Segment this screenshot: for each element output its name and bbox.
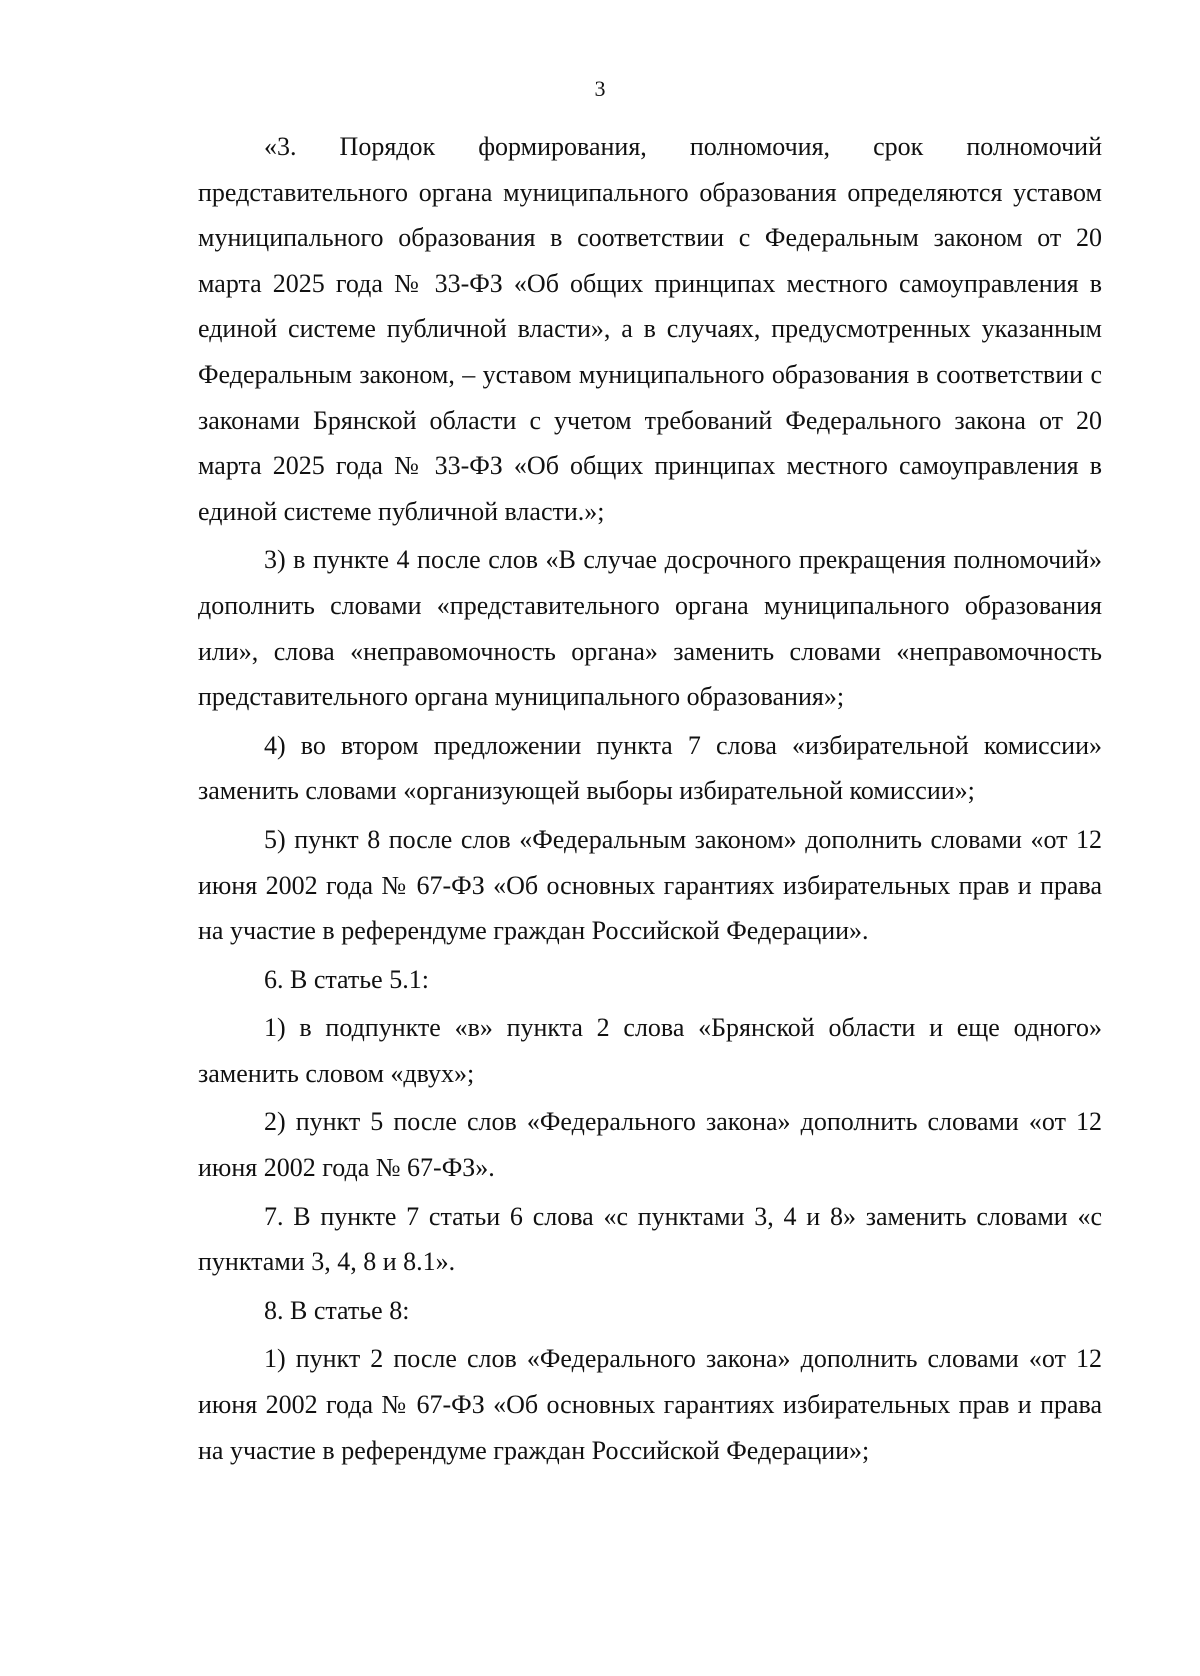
paragraph-section-8-item-1: 1) пункт 2 после слов «Федерального закона» дополнить словами «от 12 июня 2002 года № 67-ФЗ «Об основных гарантиях избирательных прав и права на участие в референдуме граждан Российской Федерации»;: [198, 1344, 1102, 1465]
paragraph-item-5: 5) пункт 8 после слов «Федеральным законом» дополнить словами «от 12 июня 2002 года № 67-ФЗ «Об основных гарантиях избирательных прав и права на участие в референдуме граждан Российской Федерации».: [198, 824, 1102, 946]
paragraph-item-3: 3) в пункте 4 после слов «В случае досрочного прекращения полномочий» дополнить словами «представительного органа муниципального образования или», слова «неправомочность органа» заменить словами «неправомочность представительного органа муниципального образования»;: [198, 545, 1102, 712]
paragraph-section-6: 6. В статье 5.1:: [264, 964, 429, 994]
page-number: 3: [594, 76, 606, 101]
paragraph-item-4: 4) во втором предложении пункта 7 слова «избирательной комиссии» заменить словами «организующей выборы избирательной комиссии»;: [198, 730, 1102, 806]
paragraph-section-6-item-1: 1) в подпункте «в» пункта 2 слова «Брянской области и еще одного» заменить словом «двух»;: [198, 1013, 1102, 1088]
paragraph-section-7: 7. В пункте 7 статьи 6 слова «с пунктами 3, 4 и 8» заменить словами «с пунктами 3, 4, 8 и 8.1».: [198, 1201, 1102, 1277]
paragraph-clause-3-quote: «3. Порядок формирования, полномочия, срок полномочий представительного органа муниципального образования определяются уставом муниципального образования в соответствии с Федеральным законом от 20 марта 2025 года № 33-ФЗ «Об общих принципах местного самоуправления в единой системе публичной власти», а в случаях, предусмотренных указанным Федеральным законом, – уставом муниципального образования в соответствии с законами Брянской области с учетом требований Федерального закона от 20 марта 2025 года № 33-ФЗ «Об общих принципах местного самоуправления в единой системе публичной власти.»;: [198, 132, 1102, 526]
document-body: [198, 124, 1102, 1473]
paragraph-section-8: 8. В статье 8:: [264, 1295, 410, 1325]
paragraph-section-6-item-2: 2) пункт 5 после слов «Федерального закона» дополнить словами «от 12 июня 2002 года № 67-ФЗ».: [198, 1107, 1102, 1183]
